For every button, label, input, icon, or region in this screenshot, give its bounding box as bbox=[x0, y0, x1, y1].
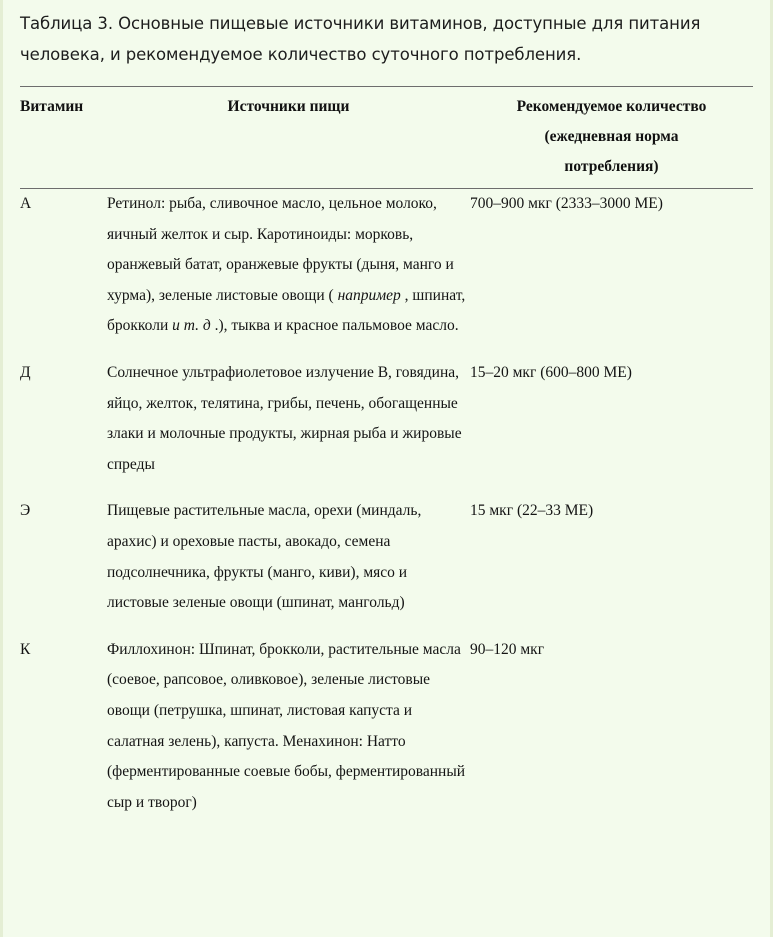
table-body bbox=[20, 189, 753, 819]
table-header-row bbox=[20, 87, 753, 189]
row-spacer-cell bbox=[470, 342, 753, 358]
sources-text-italic-1: например bbox=[337, 286, 401, 304]
row-spacer-cell bbox=[20, 619, 107, 635]
sources-text-post: .), тыква и красное пальмовое масло. bbox=[210, 317, 459, 335]
cell-vitamin: Д bbox=[20, 363, 31, 381]
table-row bbox=[20, 496, 753, 618]
row-spacer-cell bbox=[107, 619, 470, 635]
row-spacer-cell bbox=[470, 480, 753, 496]
column-header-amount-line1: Рекомендуемое количество bbox=[516, 98, 707, 115]
cell-amount: 90–120 мкг bbox=[470, 640, 545, 658]
sources-text-mid: , шпинат, брокколи bbox=[107, 286, 466, 335]
table-row bbox=[20, 189, 753, 342]
row-spacer-cell bbox=[20, 342, 107, 358]
column-header-vitamin: Витамин bbox=[20, 87, 107, 189]
cell-sources: Филлохинон: Шпинат, брокколи, растительные масла (соевое, рапсовое, оливковое), зеленые листовые овощи (петрушка, шпинат, листовая капуста и салатная зелень), капуста. Менахинон: Натто (ферментированные соевые бобы, ферментированный сыр и творог) bbox=[107, 640, 466, 811]
column-header-amount-line3: потребления) bbox=[564, 158, 659, 175]
cell-amount: 700–900 мкг (2333–3000 МЕ) bbox=[470, 195, 663, 212]
row-spacer-cell bbox=[470, 619, 753, 635]
row-spacer-cell bbox=[107, 480, 470, 496]
row-spacer-cell bbox=[20, 480, 107, 496]
cell-vitamin: А bbox=[20, 195, 32, 212]
cell-amount: 15–20 мкг (600–800 МЕ) bbox=[470, 363, 632, 381]
row-spacer-cell bbox=[107, 342, 470, 358]
sources-text-pre: Ретинол: рыба, сливочное масло, цельное молоко, яичный желток и сыр. Каротиноиды: морковь, оранжевый батат, оранжевые фрукты (дыня, манго и хурма), зеленые листовые овощи ( bbox=[107, 195, 454, 304]
row-spacer bbox=[20, 480, 753, 496]
cell-sources: Солнечное ультрафиолетовое излучение В, говядина, яйцо, желток, телятина, грибы, печень, обогащенные злаки и молочные продукты, жирная рыба и жировые спреды bbox=[107, 363, 462, 473]
table-header bbox=[20, 87, 753, 189]
table-caption: Таблица 3. Основные пищевые источники витаминов, доступные для питания человека, и рекомендуемое количество суточного потребления. bbox=[20, 14, 701, 64]
table-row bbox=[20, 358, 753, 480]
table-row bbox=[20, 635, 753, 819]
row-spacer bbox=[20, 342, 753, 358]
row-spacer bbox=[20, 619, 753, 635]
page-inner bbox=[3, 0, 770, 818]
column-header-amount-line2: (ежедневная норма bbox=[544, 128, 679, 145]
cell-amount: 15 мкг (22–33 МЕ) bbox=[470, 502, 594, 520]
column-header-sources: Источники пищи bbox=[107, 87, 470, 189]
vitamin-sources-table bbox=[20, 86, 753, 818]
column-header-amount bbox=[470, 87, 753, 189]
sources-text-italic-2: и т. д bbox=[172, 317, 211, 335]
cell-vitamin: Э bbox=[20, 502, 31, 520]
cell-sources: Пищевые растительные масла, орехи (миндаль, арахис) и ореховые пасты, авокадо, семена подсолнечника, фрукты (манго, киви), мясо и листовые зеленые овощи (шпинат, мангольд) bbox=[107, 502, 422, 612]
cell-sources bbox=[107, 189, 470, 342]
cell-vitamin: К bbox=[20, 640, 31, 658]
